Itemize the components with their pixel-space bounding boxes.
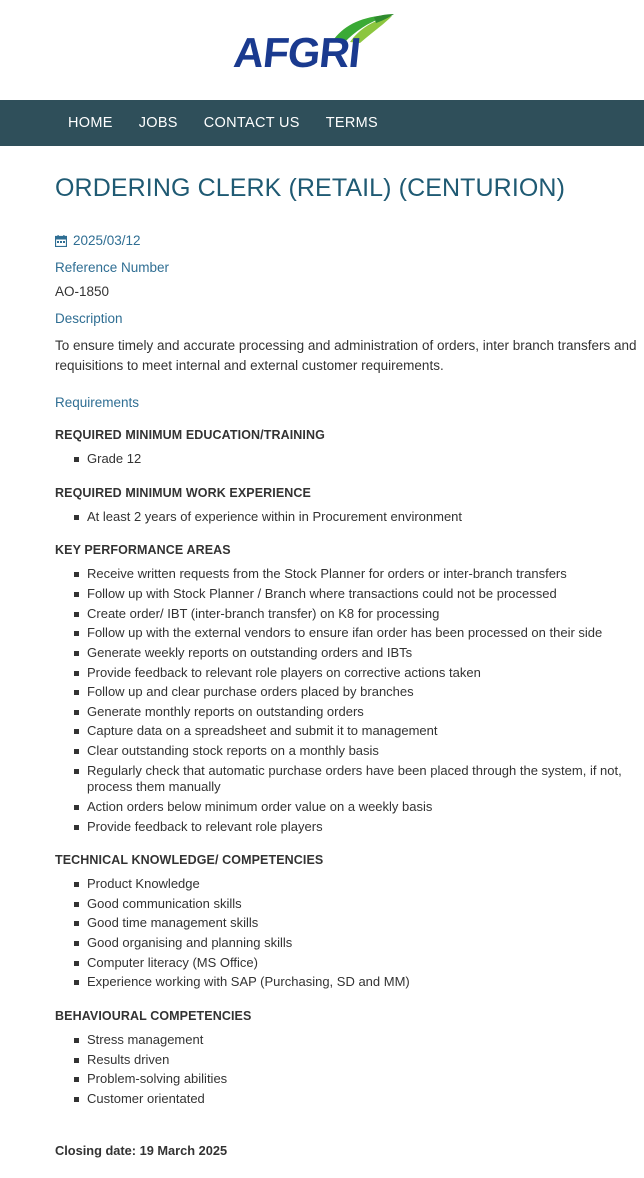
- list-item: Good communication skills: [87, 896, 640, 913]
- list-item: Provide feedback to relevant role players: [87, 819, 640, 836]
- section-list-work-experience: [55, 509, 640, 526]
- list-item: Product Knowledge: [87, 876, 640, 893]
- list-item: Follow up and clear purchase orders placed by branches: [87, 684, 640, 701]
- job-content: [0, 174, 644, 1178]
- section-heading-technical-knowledge: TECHNICAL KNOWLEDGE/ COMPETENCIES: [55, 853, 324, 868]
- description-label: Description: [55, 311, 123, 326]
- posting-date: [55, 233, 640, 248]
- section-list-behavioural-competencies: [55, 1032, 640, 1108]
- list-item: Grade 12: [87, 451, 640, 468]
- list-item: Generate weekly reports on outstanding orders and IBTs: [87, 645, 640, 662]
- list-item: Follow up with Stock Planner / Branch where transactions could not be processed: [87, 586, 640, 603]
- reference-number-value: AO-1850: [55, 284, 110, 299]
- list-item: Experience working with SAP (Purchasing, SD and MM): [87, 974, 640, 991]
- list-item: Stress management: [87, 1032, 640, 1049]
- list-item: Computer literacy (MS Office): [87, 955, 640, 972]
- list-item: Provide feedback to relevant role players on corrective actions taken: [87, 665, 640, 682]
- list-item: Good time management skills: [87, 915, 640, 932]
- section-list-education: [55, 451, 640, 468]
- list-item: Problem-solving abilities: [87, 1071, 640, 1088]
- section-heading-behavioural-competencies: BEHAVIOURAL COMPETENCIES: [55, 1008, 252, 1023]
- nav-item-terms[interactable]: TERMS: [325, 115, 378, 131]
- nav-item-jobs[interactable]: JOBS: [138, 115, 178, 131]
- reference-number-label: Reference Number: [55, 260, 170, 275]
- posting-date-value: 2025/03/12: [73, 233, 141, 248]
- list-item: Action orders below minimum order value on a weekly basis: [87, 799, 640, 816]
- section-list-key-performance-areas: [55, 566, 640, 835]
- section-heading-education: REQUIRED MINIMUM EDUCATION/TRAINING: [55, 428, 325, 443]
- nav-item-contact-us[interactable]: CONTACT US: [203, 115, 300, 131]
- list-item: Capture data on a spreadsheet and submit it to management: [87, 723, 640, 740]
- main-navigation: [0, 100, 644, 146]
- section-list-technical-knowledge: [55, 876, 640, 991]
- list-item: Create order/ IBT (inter-branch transfer) on K8 for processing: [87, 606, 640, 623]
- site-header: [0, 0, 644, 100]
- list-item: Customer orientated: [87, 1091, 640, 1108]
- page-title: ORDERING CLERK (RETAIL) (CENTURION): [55, 174, 566, 202]
- list-item: Results driven: [87, 1052, 640, 1069]
- list-item: Good organising and planning skills: [87, 935, 640, 952]
- section-heading-work-experience: REQUIRED MINIMUM WORK EXPERIENCE: [55, 485, 311, 500]
- requirements-label: Requirements: [55, 395, 140, 411]
- description-text: To ensure timely and accurate processing and administration of orders, inter branch transfers and requisitions to meet internal and external customer requirements.: [55, 338, 637, 373]
- calendar-icon: [55, 235, 67, 247]
- closing-date: Closing date: 19 March 2025: [55, 1143, 228, 1159]
- afgri-logo[interactable]: [231, 14, 404, 86]
- list-item: Follow up with the external vendors to ensure ifan order has been processed on their side: [87, 625, 640, 642]
- section-heading-key-performance-areas: KEY PERFORMANCE AREAS: [55, 543, 231, 558]
- list-item: Generate monthly reports on outstanding orders: [87, 704, 640, 721]
- list-item: Clear outstanding stock reports on a monthly basis: [87, 743, 640, 760]
- nav-item-home[interactable]: HOME: [68, 115, 113, 131]
- list-item: Receive written requests from the Stock Planner for orders or inter-branch transfers: [87, 566, 640, 583]
- list-item: At least 2 years of experience within in Procurement environment: [87, 509, 640, 526]
- logo-wordmark: AFGRI: [231, 29, 363, 76]
- list-item: Regularly check that automatic purchase orders have been placed through the system, if not, process them manually: [87, 763, 640, 796]
